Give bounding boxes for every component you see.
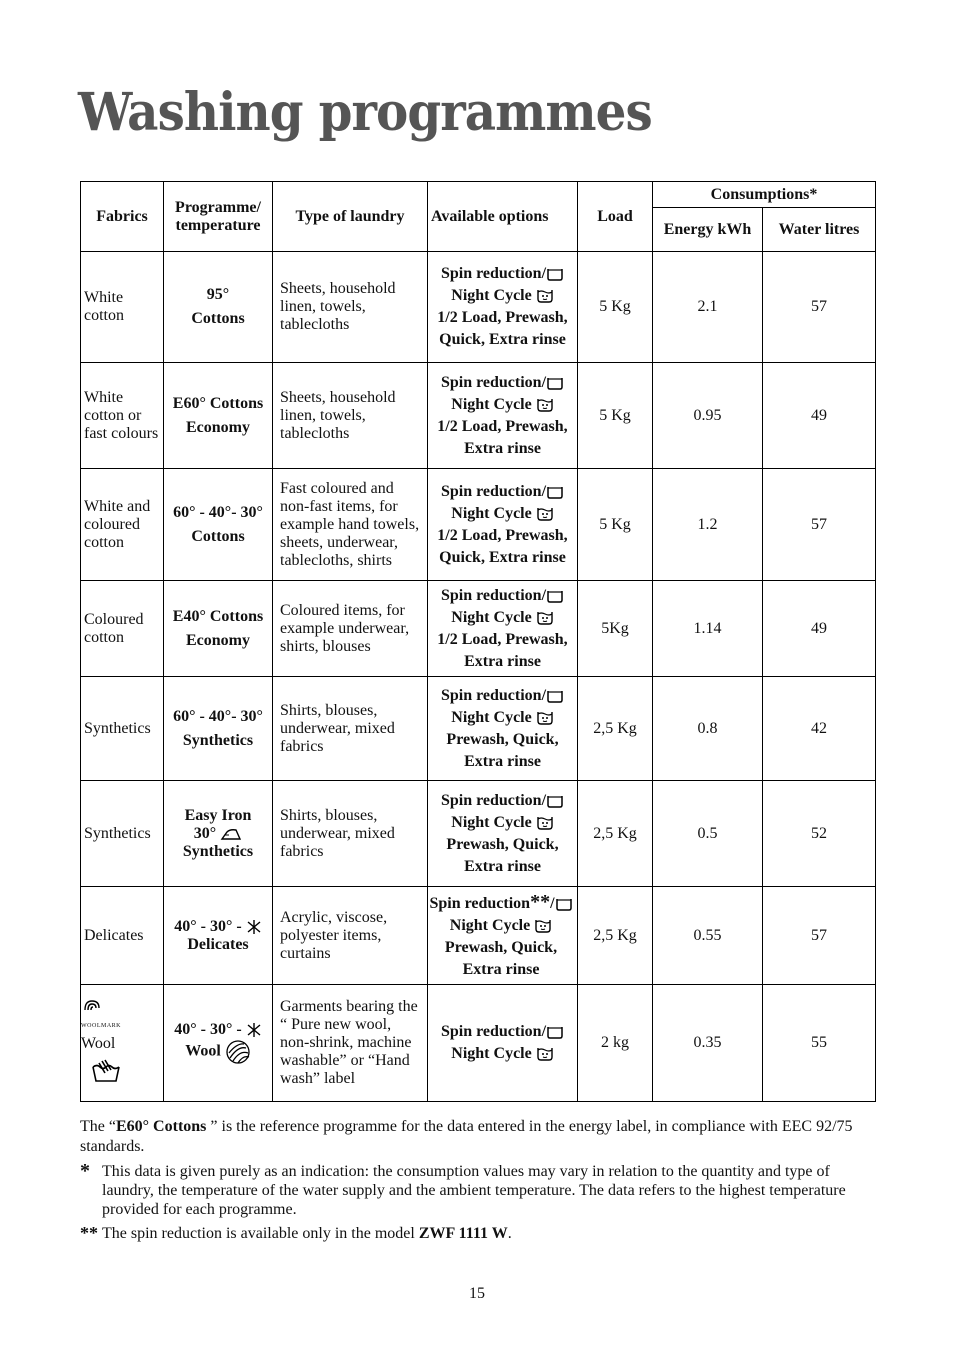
footnote-single	[80, 1162, 860, 1219]
woolmark-logo: WOOLMARK	[81, 998, 160, 1035]
load-cell: 2,5 Kg	[578, 677, 653, 781]
footnote-mark: **	[80, 1223, 98, 1243]
programme-cell	[164, 363, 273, 469]
water-cell: 52	[763, 781, 876, 887]
option-spin: Spin reduction/	[440, 791, 547, 809]
spin-reduction-icon	[546, 1025, 564, 1039]
laundry-type-cell: Coloured items, for example underwear, shirts, blouses	[273, 581, 428, 677]
laundry-type-cell: Shirts, blouses, underwear, mixed fabrics	[273, 781, 428, 887]
programme-name: Synthetics	[182, 731, 254, 749]
option-spin: Spin reduction/	[440, 373, 547, 391]
spin-reduction-icon	[546, 589, 564, 603]
spin-reduction-icon	[546, 794, 564, 808]
header-options: Available options	[428, 182, 578, 252]
header-water: Water litres	[763, 208, 876, 252]
option-night: Night Cycle	[451, 504, 532, 522]
fabric-cell: Synthetics	[81, 781, 164, 887]
water-cell: 57	[763, 252, 876, 363]
programme-temp: 95°	[206, 286, 230, 303]
energy-cell: 0.55	[653, 887, 763, 985]
option-more: Prewash, Quick, Extra rinse	[446, 835, 559, 875]
water-cell: 42	[763, 677, 876, 781]
option-more: 1/2 Load, Prewash, Quick, Extra rinse	[437, 309, 568, 348]
option-spin: Spin reduction/	[440, 686, 547, 704]
programme-name: Economy	[186, 418, 250, 436]
night-cycle-icon	[536, 1046, 554, 1062]
options-cell	[428, 363, 578, 469]
night-cycle-icon	[536, 815, 554, 831]
water-cell: 57	[763, 887, 876, 985]
load-cell: 2,5 Kg	[578, 887, 653, 985]
footnote-mark: **	[530, 890, 551, 913]
energy-cell: 1.2	[653, 469, 763, 581]
laundry-type-cell: Garments bearing the “ Pure new wool, non-shrink, machine washable” or “Hand wash” label	[273, 985, 428, 1102]
header-consumptions: Consumptions*	[653, 182, 876, 208]
page-number: 15	[469, 1285, 485, 1302]
options-cell	[428, 252, 578, 363]
footnote-text: This data is given purely as an indication: the consumption values may vary in relation to the quantity and type of laundry, the temperature of the water supply and the ambient temperature. The data refers to the highest temperature provided for each programme.	[102, 1163, 846, 1218]
header-type: Type of laundry	[273, 182, 428, 252]
laundry-type-cell: Sheets, household linen, towels, tablecloths	[273, 252, 428, 363]
easy-iron-icon	[220, 827, 242, 841]
programmes-table	[80, 181, 876, 1102]
header-load: Load	[578, 182, 653, 252]
load-cell: 5 Kg	[578, 252, 653, 363]
load-cell: 5 Kg	[578, 469, 653, 581]
programme-name-top: Easy Iron	[184, 806, 252, 824]
laundry-type-cell: Fast coloured and non-fast items, for example hand towels, sheets, underwear, tablecloths, shirts	[273, 469, 428, 581]
programme-temp: E60° Cottons	[172, 394, 264, 412]
option-spin: Spin reduction/	[440, 586, 547, 604]
programme-cell	[164, 581, 273, 677]
header-energy: Energy kWh	[653, 208, 763, 252]
programme-name: Wool	[185, 1042, 221, 1060]
fabric-cell: White and coloured cotton	[81, 469, 164, 581]
option-spin: Spin reduction/	[440, 265, 547, 282]
options-cell	[428, 781, 578, 887]
table-row	[81, 252, 876, 363]
load-cell: 5Kg	[578, 581, 653, 677]
programme-name: Cottons	[191, 527, 245, 545]
model-name: ZWF 1111 W	[418, 1225, 508, 1242]
option-night: Night Cycle	[451, 287, 532, 304]
programme-name: Delicates	[187, 935, 249, 953]
load-cell: 2,5 Kg	[578, 781, 653, 887]
option-night: Night Cycle	[451, 813, 532, 831]
hand-wash-basin-icon	[91, 1059, 160, 1088]
spin-reduction-icon	[546, 376, 564, 390]
programme-name: Economy	[186, 631, 250, 649]
table-row	[81, 985, 876, 1102]
night-cycle-icon	[536, 710, 554, 726]
option-night: Night Cycle	[451, 608, 532, 626]
header-programme: Programme/ temperature	[164, 182, 273, 252]
programme-cell	[164, 781, 273, 887]
fabric-cell	[81, 985, 164, 1102]
programme-temp: 40° - 30° -	[174, 1021, 242, 1038]
option-more: 1/2 Load, Prewash, Quick, Extra rinse	[437, 526, 568, 566]
delicate-flower-icon	[246, 919, 262, 935]
programme-cell	[164, 887, 273, 985]
fabric-label: Wool	[81, 1035, 116, 1052]
laundry-type-cell: Acrylic, viscose, polyester items, curtains	[273, 887, 428, 985]
spin-reduction-icon	[546, 485, 564, 499]
option-night: Night Cycle	[451, 708, 532, 726]
energy-cell: 0.35	[653, 985, 763, 1102]
energy-cell: 0.8	[653, 677, 763, 781]
options-cell	[428, 581, 578, 677]
table-row	[81, 677, 876, 781]
option-spin: Spin reduction/	[440, 482, 547, 500]
programme-temp: 40° - 30° -	[174, 917, 242, 935]
option-spin: Spin reduction	[429, 894, 531, 912]
night-cycle-icon	[536, 397, 554, 413]
programme-name: Synthetics	[182, 842, 254, 860]
fabric-cell: White cotton	[81, 252, 164, 363]
option-night: Night Cycle	[451, 1045, 532, 1062]
night-cycle-icon	[536, 506, 554, 522]
table-row	[81, 581, 876, 677]
load-cell: 5 Kg	[578, 363, 653, 469]
delicate-flower-icon	[246, 1022, 262, 1038]
footnote-mark: *	[80, 1160, 90, 1182]
page-title: Washing programmes	[78, 82, 652, 143]
option-more: 1/2 Load, Prewash, Extra rinse	[437, 630, 568, 670]
option-more: 1/2 Load, Prewash, Extra rinse	[437, 417, 568, 457]
option-more: Prewash, Quick, Extra rinse	[444, 938, 558, 978]
water-cell: 57	[763, 469, 876, 581]
wool-ball-icon	[225, 1039, 251, 1065]
options-cell	[428, 469, 578, 581]
load-cell: 2 kg	[578, 985, 653, 1102]
energy-cell: 0.95	[653, 363, 763, 469]
fabric-cell: Delicates	[81, 887, 164, 985]
fabric-cell: Coloured cotton	[81, 581, 164, 677]
night-cycle-icon	[534, 918, 552, 934]
spin-reduction-icon	[546, 267, 564, 281]
option-night: Night Cycle	[451, 395, 532, 413]
options-cell	[428, 985, 578, 1102]
programme-temp: 60° - 40°- 30°	[173, 503, 263, 521]
spin-reduction-icon	[546, 689, 564, 703]
table-row	[81, 781, 876, 887]
night-cycle-icon	[536, 610, 554, 626]
energy-cell: 2.1	[653, 252, 763, 363]
options-cell	[428, 677, 578, 781]
programme-cell	[164, 252, 273, 363]
options-cell: Spin reduction**/ Night Cycle Prewash, Quick, Extra rinse	[428, 887, 578, 985]
spin-reduction-icon	[555, 897, 573, 911]
night-cycle-icon	[536, 288, 554, 304]
reference-note: The “E60° Cottons ” is the reference programme for the data entered in the energy label, in compliance with EEC 92/75 standards.	[80, 1118, 853, 1155]
table-row	[81, 363, 876, 469]
table-row	[81, 469, 876, 581]
fabric-cell: Synthetics	[81, 677, 164, 781]
laundry-type-cell: Shirts, blouses, underwear, mixed fabrics	[273, 677, 428, 781]
water-cell: 49	[763, 363, 876, 469]
fabric-cell: White cotton or fast colours	[81, 363, 164, 469]
programme-cell	[164, 677, 273, 781]
water-cell: 55	[763, 985, 876, 1102]
energy-cell: 0.5	[653, 781, 763, 887]
programme-temp: 30°	[193, 824, 217, 842]
table-row	[81, 887, 876, 985]
programme-temp: 60° - 40°- 30°	[173, 707, 263, 725]
option-spin: Spin reduction/	[440, 1023, 547, 1040]
programme-temp: E40° Cottons	[172, 607, 264, 625]
header-fabrics: Fabrics	[81, 182, 164, 252]
programme-cell	[164, 985, 273, 1102]
programme-cell	[164, 469, 273, 581]
laundry-type-cell: Sheets, household linen, towels, tablecloths	[273, 363, 428, 469]
water-cell: 49	[763, 581, 876, 677]
programme-name: Cottons	[191, 310, 245, 327]
reference-programme: E60° Cottons	[115, 1118, 207, 1135]
footnote-double: ** The spin reduction is available only in the model ZWF 1111 W.	[80, 1223, 512, 1243]
energy-cell: 1.14	[653, 581, 763, 677]
option-night: Night Cycle	[449, 916, 531, 934]
option-more: Prewash, Quick, Extra rinse	[446, 730, 559, 770]
